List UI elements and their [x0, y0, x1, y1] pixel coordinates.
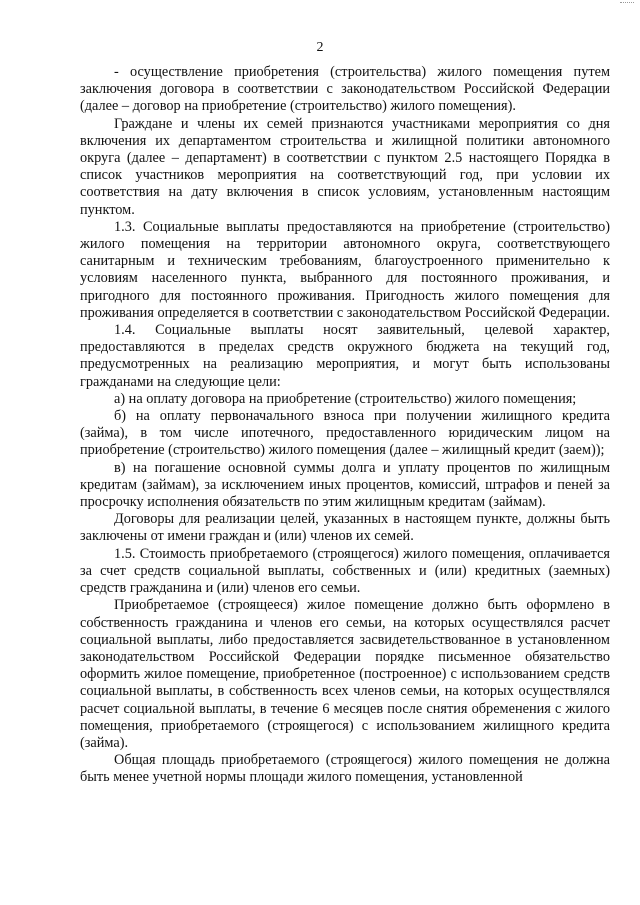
paragraph-1-4-c: в) на погашение основной суммы долга и уплату процентов по жилищным кредитам (займам), за исключением иных процентов, комиссий, штрафов и пеней за просрочку исполнения обязательств по этим жилищным кредитам (займам).	[80, 459, 610, 511]
document-body	[80, 64, 610, 787]
page-number: 2	[316, 40, 324, 55]
paragraph-ownership: Приобретаемое (строящееся) жилое помещение должно быть оформлено в собственность гражданина и членов его семьи, на которых осуществлялся расчет социальной выплаты, либо предоставляется засвидетельствованное в установленном законодательством Российской Федерации порядке письменное обязательство оформить жилое помещение, приобретенное (построенное) с использованием средств социальной выплаты, в собственность всех членов семьи, на которых осуществлялся расчет социальной выплаты, в течение 6 месяцев после снятия обременения с жилого помещения, приобретаемого (строящегося) с использованием жилищного кредита (займа).	[80, 597, 610, 751]
scan-corner-mark	[620, 2, 634, 6]
paragraph-total-area: Общая площадь приобретаемого (строящегося) жилого помещения не должна быть менее учетной нормы площади жилого помещения, установленной	[80, 752, 610, 786]
paragraph-participants: Граждане и члены их семей признаются участниками мероприятия со дня включения их департаментом строительства и жилищной политики автономного округа (далее – департамент) в соответствии с пунктом 2.5 настоящего Порядка в список участников мероприятия на соответствующий год, при условии их соответствия на дату включения в список условиям, установленным настоящим пунктом.	[80, 115, 610, 218]
paragraph-1-5: 1.5. Стоимость приобретаемого (строящегося) жилого помещения, оплачивается за счет средств социальной выплаты, собственных и (или) кредитных (заемных) средств гражданина и (или) членов его семьи.	[80, 545, 610, 597]
paragraph-1-4-b: б) на оплату первоначального взноса при получении жилищного кредита (займа), в том числе ипотечного, предоставленного юридическим лицом на приобретение (строительство) жилого помещения (далее – жилищный кредит (заем));	[80, 408, 610, 459]
paragraph-1-3: 1.3. Социальные выплаты предоставляются на приобретение (строительство) жилого помещения на территории автономного округа, соответствующего санитарным и техническим требованиям, благоустроенного применительно к условиям населенного пункта, выбранного для постоянного проживания, и пригодного для постоянного проживания. Пригодность жилого помещения для проживания определяется в соответствии с законодательством Российской Федерации.	[80, 218, 610, 321]
paragraph-1-4-a: а) на оплату договора на приобретение (строительство) жилого помещения;	[114, 390, 577, 407]
paragraph-1-4: 1.4. Социальные выплаты носят заявительный, целевой характер, предоставляются в пределах средств окружного бюджета на текущий год, предусмотренных на реализацию мероприятия, и могут быть использованы гражданами на следующие цели:	[80, 322, 610, 390]
paragraph-acquisition-method: - осуществление приобретения (строительства) жилого помещения путем заключения договора в соответствии с законодательством Российской Федерации (далее – договор на приобретение (строительство) жилого помещения).	[80, 64, 610, 115]
paragraph-contracts: Договоры для реализации целей, указанных в настоящем пункте, должны быть заключены от имени граждан и (или) членов их семей.	[80, 511, 610, 545]
